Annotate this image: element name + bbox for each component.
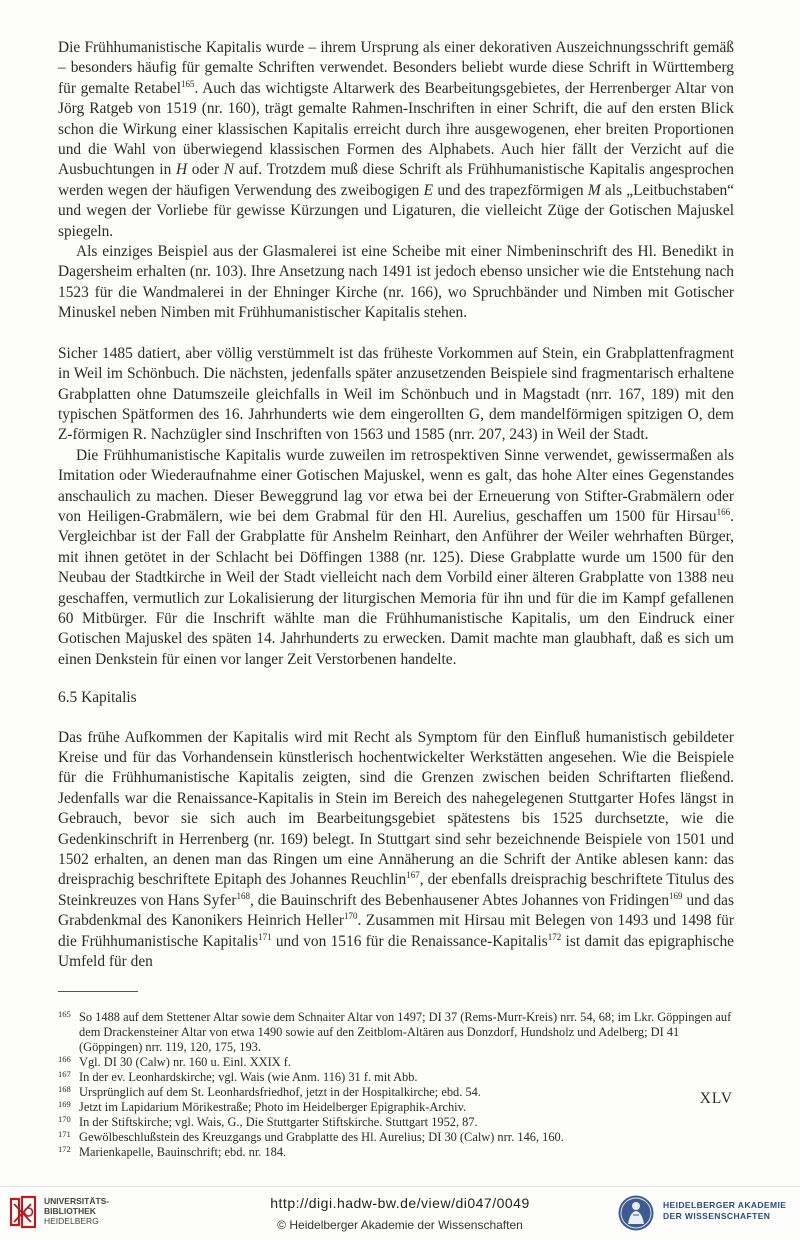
- paragraph: Die Frühhumanistische Kapitalis wurde – ihrem Ursprung als einer dekorativen Auszeichnungsschrift gemäß – besonders häufig für gemalte Schriften verwendet. Besonders beliebt wurde diese Schrift in Württemberg für gemalte Retabel$^{165}$. Auch das wichtigste Altarwerk des Bearbeitungsgebietes, der Herrenberger Altar von Jörg Ratgeb von 1519 (nr. 160), trägt gemalte Rahmen-Inschriften in einer Schrift, die auf den ersten Blick schon die Wirkung einer klassischen Kapitalis erreicht durch ihre ausgewogenen, eher breiten Proportionen und die Wahl von überwiegend klassischen Formen des Alphabets. Auch hier fällt der Verzicht auf die Ausbuchtungen in H oder N auf. Trotzdem muß diese Schrift als Frühhumanistische Kapitalis angesprochen werden wegen der häufigen Verwendung des zweibogigen E und des trapezförmigen M als „Leitbuchstaben“ und wegen der Vorliebe für gewisse Kürzungen und Ligaturen, die vielleicht Züge der Gotischen Majuskel spiegeln.: [58, 39, 734, 240]
- footer-bar: [0, 1186, 800, 1240]
- footnote-ref[interactable]: 172: [547, 931, 562, 942]
- footnote: 168 Ursprünglich auf dem St. Leonhardsfriedhof, jetzt in der Hospitalkirche; ebd. 54.: [58, 1084, 481, 1099]
- body-text: [58, 38, 734, 972]
- footnote: 166 Vgl. DI 30 (Calw) nr. 160 u. Einl. XXIX f.: [58, 1054, 291, 1070]
- footnote-ref[interactable]: 170: [343, 911, 358, 922]
- paragraph: Das frühe Aufkommen der Kapitalis wird mit Recht als Symptom für den Einfluß humanistisch gebildeter Kreise und für das Vorhandensein künstlerisch hochentwickelter Werkstätten angesehen. Wie die Beispiele für die Frühhumanistische Kapitalis zeigten, sind die Grenzen zwischen beiden Schriftarten fließend. Jedenfalls war die Renaissance-Kapitalis in Stein im Bereich des nahegelegenen Stuttgarter Hofes längst in Gebrauch, bevor sie sich auch im Bearbeitungsgebiet spätestens bis 1525 durchsetzte, wie die Gedenkinschrift in Herrenberg (nr. 169) belegt. In Stuttgart sind sehr bezeichnende Beispiele von 1501 und 1502 erhalten, an denen man das Ringen um eine Annäherung an die Schrift der Antike ablesen kann: das dreisprachig beschriftete Epitaph des Johannes Reuchlin$^{167}$, der ebenfalls dreisprachig beschriftete Titulus des Steinkreuzes von Hans Syfer$^{168}$, die Bauinschrift des Bebenhausener Abtes Johannes von Fridingen$^{169}$ und das Grabdenkmal des Kanonikers Heinrich Heller$^{170}$. Zusammen mit Hirsau mit Belegen von 1493 und 1498 für die Frühhumanistische Kapitalis$^{171}$ und von 1516 für die Renaissance-Kapitalis$^{172}$ ist damit das epigraphische Umfeld für den: [58, 728, 734, 971]
- document-page: [58, 0, 734, 1160]
- footnote: 165 So 1488 auf dem Stettener Altar sowie dem Schnaiter Altar von 1497; DI 37 (Rems-Murr-Kreis) nrr. 54, 68; im Lkr. Göppingen auf dem Drackensteiner Altar von etwa 1490 sowie auf den Zeitblom-Altären aus Donzdorf, Hundsholz und Adelberg; DI 41 (Göppingen) nrr. 119, 120, 175, 193.: [58, 1009, 732, 1055]
- footnote: 170 In der Stiftskirche; vgl. Wais, G., Die Stuttgarter Stiftskirche. Stuttgart 1952, 87.: [58, 1113, 478, 1129]
- academy-name: HEIDELBERGER AKADEMIE DER WISSENSCHAFTEN: [663, 1200, 787, 1221]
- paragraph: Die Frühhumanistische Kapitalis wurde zuweilen im retrospektiven Sinne verwendet, gewissermaßen als Imitation oder Wiederaufnahme einer Gotischen Majuskel, wenn es galt, das hohe Alter eines Gegenstandes anschaulich zu machen. Dieser Beweggrund lag vor etwa bei der Erneuerung von Stifter-Grabmälern oder von Heiligen-Grabmälern, wie bei dem Grabmal für den Hl. Aurelius, geschaffen um 1500 für Hirsau$^{166}$. Vergleichbar ist der Fall der Grabplatte für Anshelm Reinhart, den Anführer der Weiler wehrhaften Bürger, mit ihnen getötet in der Schlacht bei Döffingen 1388 (nr. 125). Diese Grabplatte wurde um 1500 für den Neubau der Stadtkirche in Weil der Stadt vielleicht nach dem Vorbild einer älteren Grabplatte von 1388 neu geschaffen, vermutlich zur Lokalisierung der liturgischen Memoria für ihn und für die im Kampf gefallenen 60 Mitbürger. Für die Inschrift wählte man die Frühhumanistische Kapitalis, um den Eindruck einer Gotischen Majuskel des späten 14. Jahrhunderts zu erwecken. Damit machte man glaubhaft, daß es sich um einen Denkstein für einen vor langer Zeit Verstorbenen handelte.: [58, 446, 734, 668]
- paragraph: Sicher 1485 datiert, aber völlig verstümmelt ist das früheste Vorkommen auf Stein, ein Grabplattenfragment in Weil im Schönbuch. Die nächsten, jedenfalls später anzusetzenden Beispiele sind fragmentarisch erhaltene Grabplatten ohne Datumszeile gleichfalls in Weil im Schönbuch und in Magstadt (nrr. 167, 189) mit den typischen Spätformen des 16. Jahrhunderts wie dem eingerollten G, dem mandelförmigen spitzigen O, dem Z-förmigen R. Nachzügler sind Inschriften von 1563 und 1585 (nrr. 207, 243) in Weil der Stadt.: [58, 344, 734, 444]
- copyright-notice: © Heidelberger Akademie der Wissenschaften: [277, 1218, 523, 1232]
- footnote-ref[interactable]: 171: [258, 931, 272, 942]
- footnote: 167 In der ev. Leonhardskirche; vgl. Wais (wie Anm. 116) 31 f. mit Abb.: [58, 1069, 418, 1085]
- page-number: XLV: [699, 1090, 733, 1107]
- footnote-ref[interactable]: 165: [180, 78, 195, 89]
- footnote: 171 Gewölbeschlußstein des Kreuzgangs und Grabplatte des Hl. Aurelius; DI 30 (Calw) nrr. 146, 160.: [58, 1128, 564, 1144]
- footnote: 169 Jetzt im Lapidarium Mörikestraße; Photo im Heidelberger Epigraphik-Archiv.: [58, 1098, 467, 1114]
- section-heading: 6.5 Kapitalis: [58, 689, 137, 707]
- footnotes: [58, 1010, 734, 1159]
- university-library-name: UNIVERSITÄTS- BIBLIOTHEK HEIDELBERG: [44, 1196, 110, 1226]
- footnote-ref[interactable]: 166: [716, 506, 731, 517]
- paragraph: Als einziges Beispiel aus der Glasmalerei ist eine Scheibe mit einer Nimbeninschrift des Hl. Benedikt in Dagersheim erhalten (nr. 103). Ihre Ansetzung nach 1491 ist jedoch ebenso unsicher wie die Entstehung nach 1523 für die Wandmalerei in der Ehninger Kirche (nr. 166), wo Spruchbänder und Nimben mit Gotischer Minuskel neben Nimben mit Frühhumanistischer Kapitalis stehen.: [58, 243, 734, 322]
- academy-seal-icon[interactable]: [617, 1194, 655, 1232]
- footnote-divider: [58, 991, 138, 992]
- permalink-url[interactable]: http://digi.hadw-bw.de/view/di047/0049: [270, 1195, 530, 1211]
- footnote-ref[interactable]: 169: [669, 890, 683, 901]
- footnote: 172 Marienkapelle, Bauinschrift; ebd. nr. 184.: [58, 1143, 287, 1159]
- footnote-ref[interactable]: 167: [406, 870, 420, 881]
- footnote-ref[interactable]: 168: [236, 890, 250, 901]
